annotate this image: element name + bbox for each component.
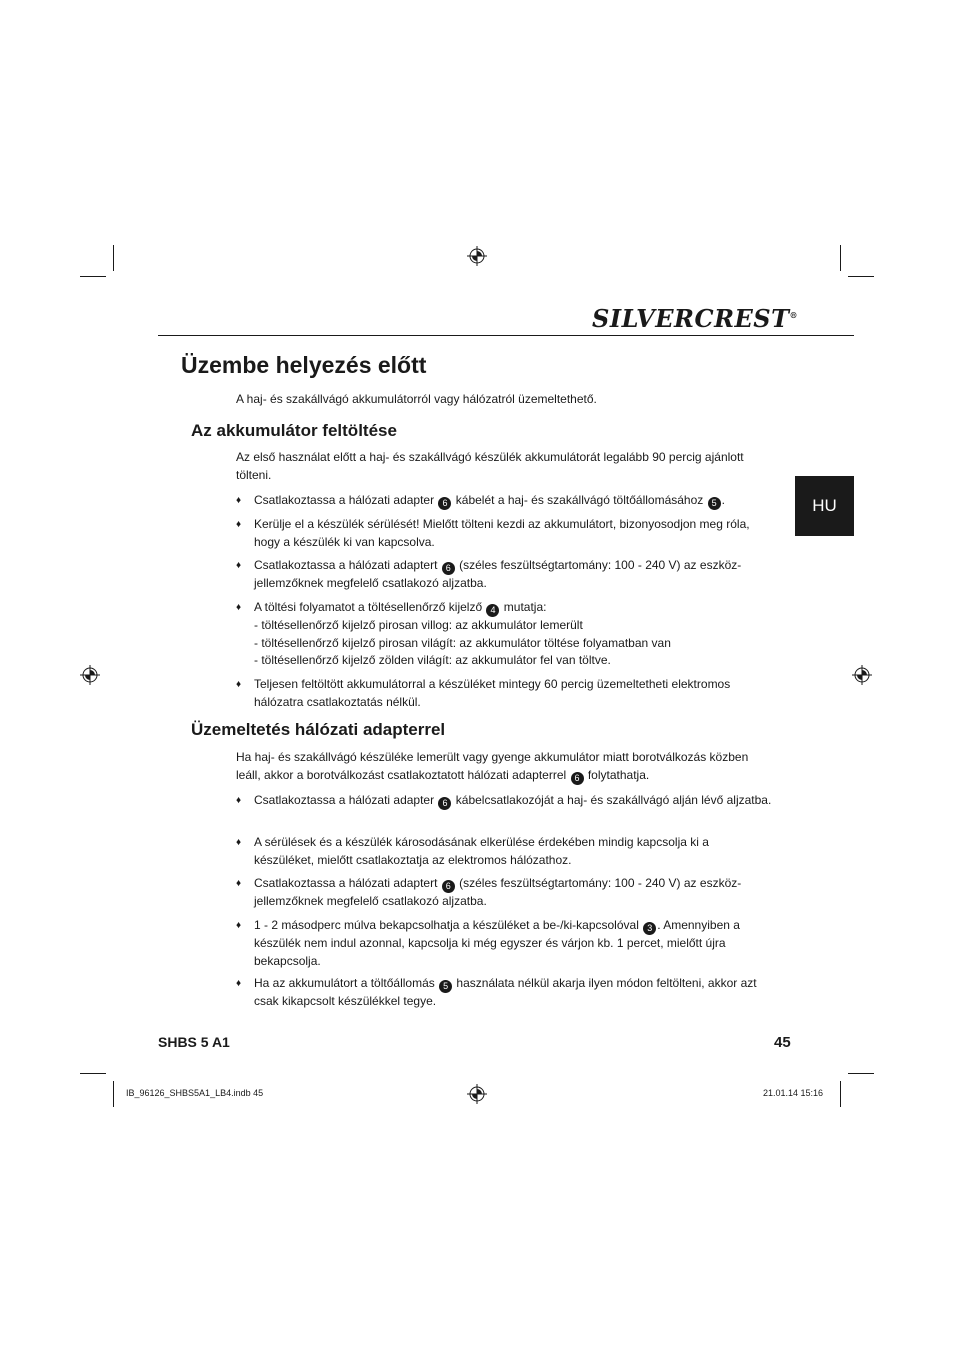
sub-line: - töltésellenőrző kijelző zölden világít: az akkumulátor fel van töltve. <box>254 653 611 667</box>
registration-mark-icon <box>852 665 872 685</box>
bullet-icon: ♦ <box>236 495 242 506</box>
list-item: ♦ Csatlakoztassa a hálózati adapter 6 kábelcsatlakozóját a haj- és szakállvágó alján lévő aljzatba. <box>236 793 772 808</box>
section-heading-adapter: Üzemeltetés hálózati adapterrel <box>191 720 446 739</box>
list-item: ♦ Csatlakoztassa a hálózati adapter 6 kábelét a haj- és szakállvágó töltőállomásához 5 . <box>236 493 725 508</box>
sub-line: - töltésellenőrző kijelző pirosan világít: az akkumulátor töltése folyamatban van <box>254 635 671 650</box>
registration-mark-icon <box>80 665 100 685</box>
crop-mark <box>80 276 106 277</box>
bullet-icon: ♦ <box>236 560 242 571</box>
bullet-icon: ♦ <box>236 878 242 889</box>
bullet-icon: ♦ <box>236 679 242 690</box>
crop-mark <box>848 276 874 277</box>
bullet-icon: ♦ <box>236 519 242 530</box>
crop-mark <box>113 1081 114 1107</box>
section-heading-charging: Az akkumulátor feltöltése <box>191 421 397 440</box>
list-item: ♦ Csatlakoztassa a hálózati adaptert 6 (széles feszültségtartomány: 100 - 240 V) az eszköz-jellemzőknek megfelelő csatlakozó aljzatba. <box>236 558 742 590</box>
section-intro: Ha haj- és szakállvágó készüléke lemerült vagy gyenge akkumulátor miatt borotválkozás közben leáll, akkor a borotválkozást csatlakoztatott hálózati adapterrel 6 folytathatja. <box>236 750 749 783</box>
list-item: ♦ Teljesen feltöltött akkumulátorral a készüléket mintegy 60 percig üzemeltetheti elektromos hálózatra csatlakoztatás nélkül. <box>236 677 731 709</box>
ref-number-badge: 4 <box>486 604 499 617</box>
intro-text: A haj- és szakállvágó akkumulátorról vagy hálózatról üzemeltethető. <box>236 392 597 406</box>
list-item: ♦ Kerülje el a készülék sérülését! Mielőtt tölteni kezdi az akkumulátort, bizonyosodjon meg róla, hogy a készülék ki van kapcsolva. <box>236 517 750 549</box>
list-item: ♦ 1 - 2 másodperc múlva bekapcsolhatja a készüléket a be-/ki-kapcsolóval 3 . Amennyiben a készülék nem indul azonnal, kapcsolja ki még egyszer és várjon kb. 1 percet, mielőtt újra bekapcsolja. <box>236 918 740 968</box>
ref-number-badge: 6 <box>438 797 451 810</box>
page-number: 45 <box>774 1034 791 1051</box>
bullet-icon: ♦ <box>236 795 242 806</box>
list-item: ♦ A töltési folyamatot a töltésellenőrző kijelző 4 mutatja: - töltésellenőrző kijelző pirosan villog: az akkumulátor lemerült - töltésellenőrző kijelző pirosan világít: az akkumulátor töltése folyamatban van - töltésellenőrző kijelző zölden világít: az akkumulátor fel van töltve. <box>236 599 772 670</box>
list-item: ♦ Csatlakoztassa a hálózati adaptert 6 (széles feszültségtartomány: 100 - 240 V) az eszköz-jellemzőknek megfelelő csatlakozó aljzatba. <box>236 876 742 908</box>
crop-mark <box>840 1081 841 1107</box>
crop-mark <box>840 245 841 271</box>
bullet-icon: ♦ <box>236 837 242 848</box>
registration-mark-icon <box>467 1084 487 1104</box>
registration-mark-icon <box>467 246 487 266</box>
language-tab: HU <box>795 476 854 536</box>
crop-mark <box>80 1073 106 1074</box>
brand-logo: SILVERCREST® <box>592 304 798 333</box>
slug-file: IB_96126_SHBS5A1_LB4.indb 45 <box>126 1088 264 1098</box>
ref-number-badge: 6 <box>442 562 455 575</box>
bullet-icon: ♦ <box>236 602 242 613</box>
crop-mark <box>113 245 114 271</box>
page-title: Üzembe helyezés előtt <box>181 352 427 378</box>
section-intro: Az első használat előtt a haj- és szakállvágó készülék akkumulátorát legalább 90 percig ajánlott tölteni. <box>236 450 744 482</box>
ref-number-badge: 6 <box>442 880 455 893</box>
ref-number-badge: 5 <box>708 497 721 510</box>
ref-number-badge: 6 <box>438 497 451 510</box>
list-item: ♦ A sérülések és a készülék károsodásának elkerülése érdekében mindig kapcsolja ki a készüléket, mielőtt csatlakoztatja az elektromos hálózathoz. <box>236 835 709 867</box>
header-rule <box>158 335 854 336</box>
sub-line: - töltésellenőrző kijelző pirosan villog: az akkumulátor lemerült <box>254 618 583 632</box>
ref-number-badge: 5 <box>439 980 452 993</box>
ref-number-badge: 6 <box>571 772 584 785</box>
bullet-icon: ♦ <box>236 978 242 989</box>
crop-mark <box>848 1073 874 1074</box>
footer-model: SHBS 5 A1 <box>158 1034 230 1050</box>
ref-number-badge: 3 <box>643 922 656 935</box>
slug-date: 21.01.14 15:16 <box>763 1088 824 1098</box>
list-item: ♦ Ha az akkumulátort a töltőállomás 5 használata nélkül akarja ilyen módon feltölteni, akkor azt csak kikapcsolt készülékkel tegye. <box>236 976 757 1008</box>
bullet-icon: ♦ <box>236 920 242 931</box>
